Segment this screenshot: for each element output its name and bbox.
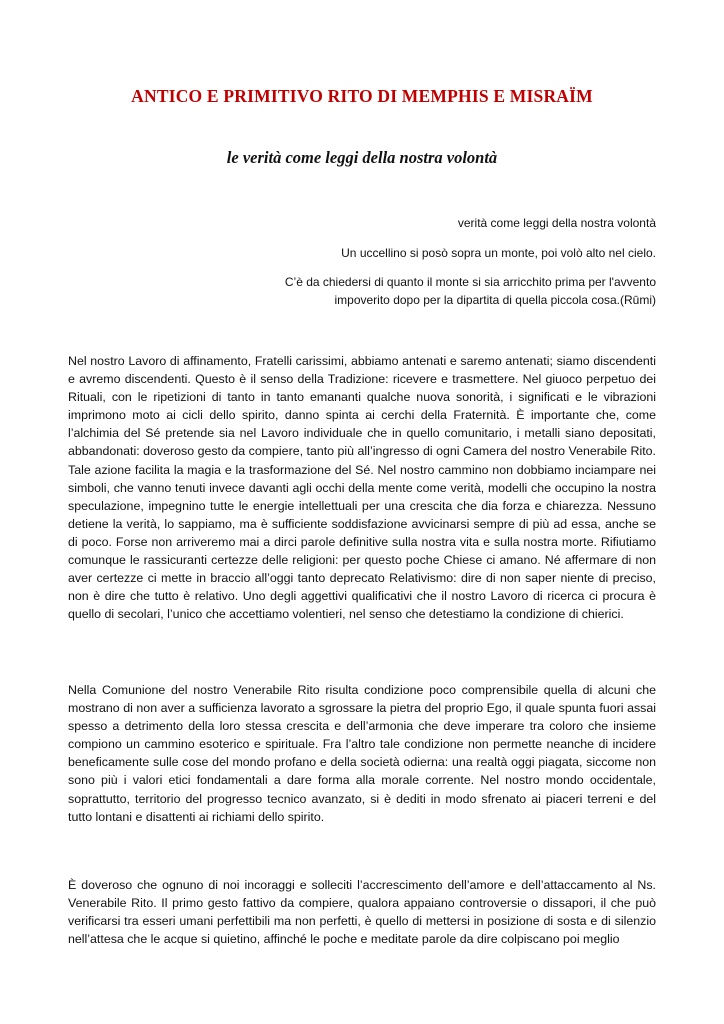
body-paragraph: Nel nostro Lavoro di affinamento, Fratelli carissimi, abbiamo antenati e saremo antenati; siamo discendenti e avremo discendenti. Questo è il senso della Tradizione: ricevere e trasmettere. Nel giuoco perpetuo dei Rituali, con le ripetizioni di tanto in tanto emananti qualche nuova sonorità, i significati e le vibrazioni imprimono moto ai cicli dello spirito, danno spinta ai cerchi della Fraternità. È importante che, come l’alchimia del Sé pretende sia nel Lavoro individuale che in quello comunitario, i metalli siano depositati, abbandonati: doveroso gesto da compiere, tanto più all’ingresso di ogni Camera del nostro Venerabile Rito. Tale azione facilita la magia e la trasformazione del Sé. Nel nostro cammino non dobbiamo inciampare nei simboli, che vanno tenuti invece davanti agli occhi della mente come verità, modelli che occupino la nostra speculazione, impegnino tutte le energie intellettuali per una crescita che dia forza e chiarezza. Nessuno detiene la verità, lo sappiamo, ma è sufficiente soddisfazione avvicinarsi sempre di più ad essa, anche se di poco. Forse non arriveremo mai a dirci parole definitive sulla nostra vita e sulla nostra morte. Rifiutiamo comunque le rassicuranti certezze delle religioni: per questo poche Chiese ci amano. Né affermare di non aver certezze ci mette in braccio all’oggi tanto deprecato Relativismo: dire di non saper niente di preciso, non è dire che tutto è relativo. Uno degli aggettivi qualificativi che il nostro Lavoro di ricerca ci procura è quello di secolari, l’unico che accettiamo volentieri, nel senso che detestiamo la condizione di chierici. — [68, 354, 656, 622]
body-paragraph: Nella Comunione del nostro Venerabile Rito risulta condizione poco comprensibile quella di alcuni che mostrano di non aver a sufficienza lavorato a sgrossare la pietra del proprio Ego, il quale spunta fuori assai spesso a detrimento della loro stessa crescita e dell’armonia che deve imperare tra coloro che insieme compiono un cammino esoterico e spirituale. Fra l’altro tale condizione non permette neanche di incidere beneficamente sulle cose del mondo profano e della società odierna: una realtà oggi piagata, siccome non sono più i valori etici fondamentali a dare forma alla morale corrente. Nel nostro mondo occidentale, soprattutto, territorio del progresso tecnico avanzato, si è dediti in modo sfrenato ai piaceri terreni e del tutto lontani e disattenti ai richiami dello spirito. — [68, 683, 656, 824]
epigraph-attribution: impoverito dopo per la dipartita di quella piccola cosa.(Rūmi) — [334, 292, 656, 307]
epigraph-line: verità come leggi della nostra volontà — [457, 216, 656, 230]
epigraph-quote — [196, 274, 656, 309]
document-subtitle: le verità come leggi della nostra volontà — [226, 148, 498, 167]
epigraph-line: Un uccellino si posò sopra un monte, poi volò alto nel cielo. — [341, 245, 656, 260]
document-title: ANTICO E PRIMITIVO RITO DI MEMPHIS E MISRAÏM — [131, 86, 593, 106]
epigraph-line: C’è da chiedersi di quanto il monte si sia arricchito prima per l'avvento — [284, 275, 656, 289]
body-paragraph: È doveroso che ognuno di noi incoraggi e solleciti l’accrescimento dell’amore e dell’attaccamento al Ns. Venerabile Rito. Il primo gesto fattivo da compiere, qualora appaiano controversie o dissapori, il che può verificarsi tra esseri umani perfettibili ma non perfetti, è quello di mettersi in posizione di sosta e di silenzio nell’attesa che le acque si quietino, affinché le poche e meditate parole da dire colpiscano poi meglio — [68, 878, 656, 947]
epigraph — [196, 215, 656, 321]
